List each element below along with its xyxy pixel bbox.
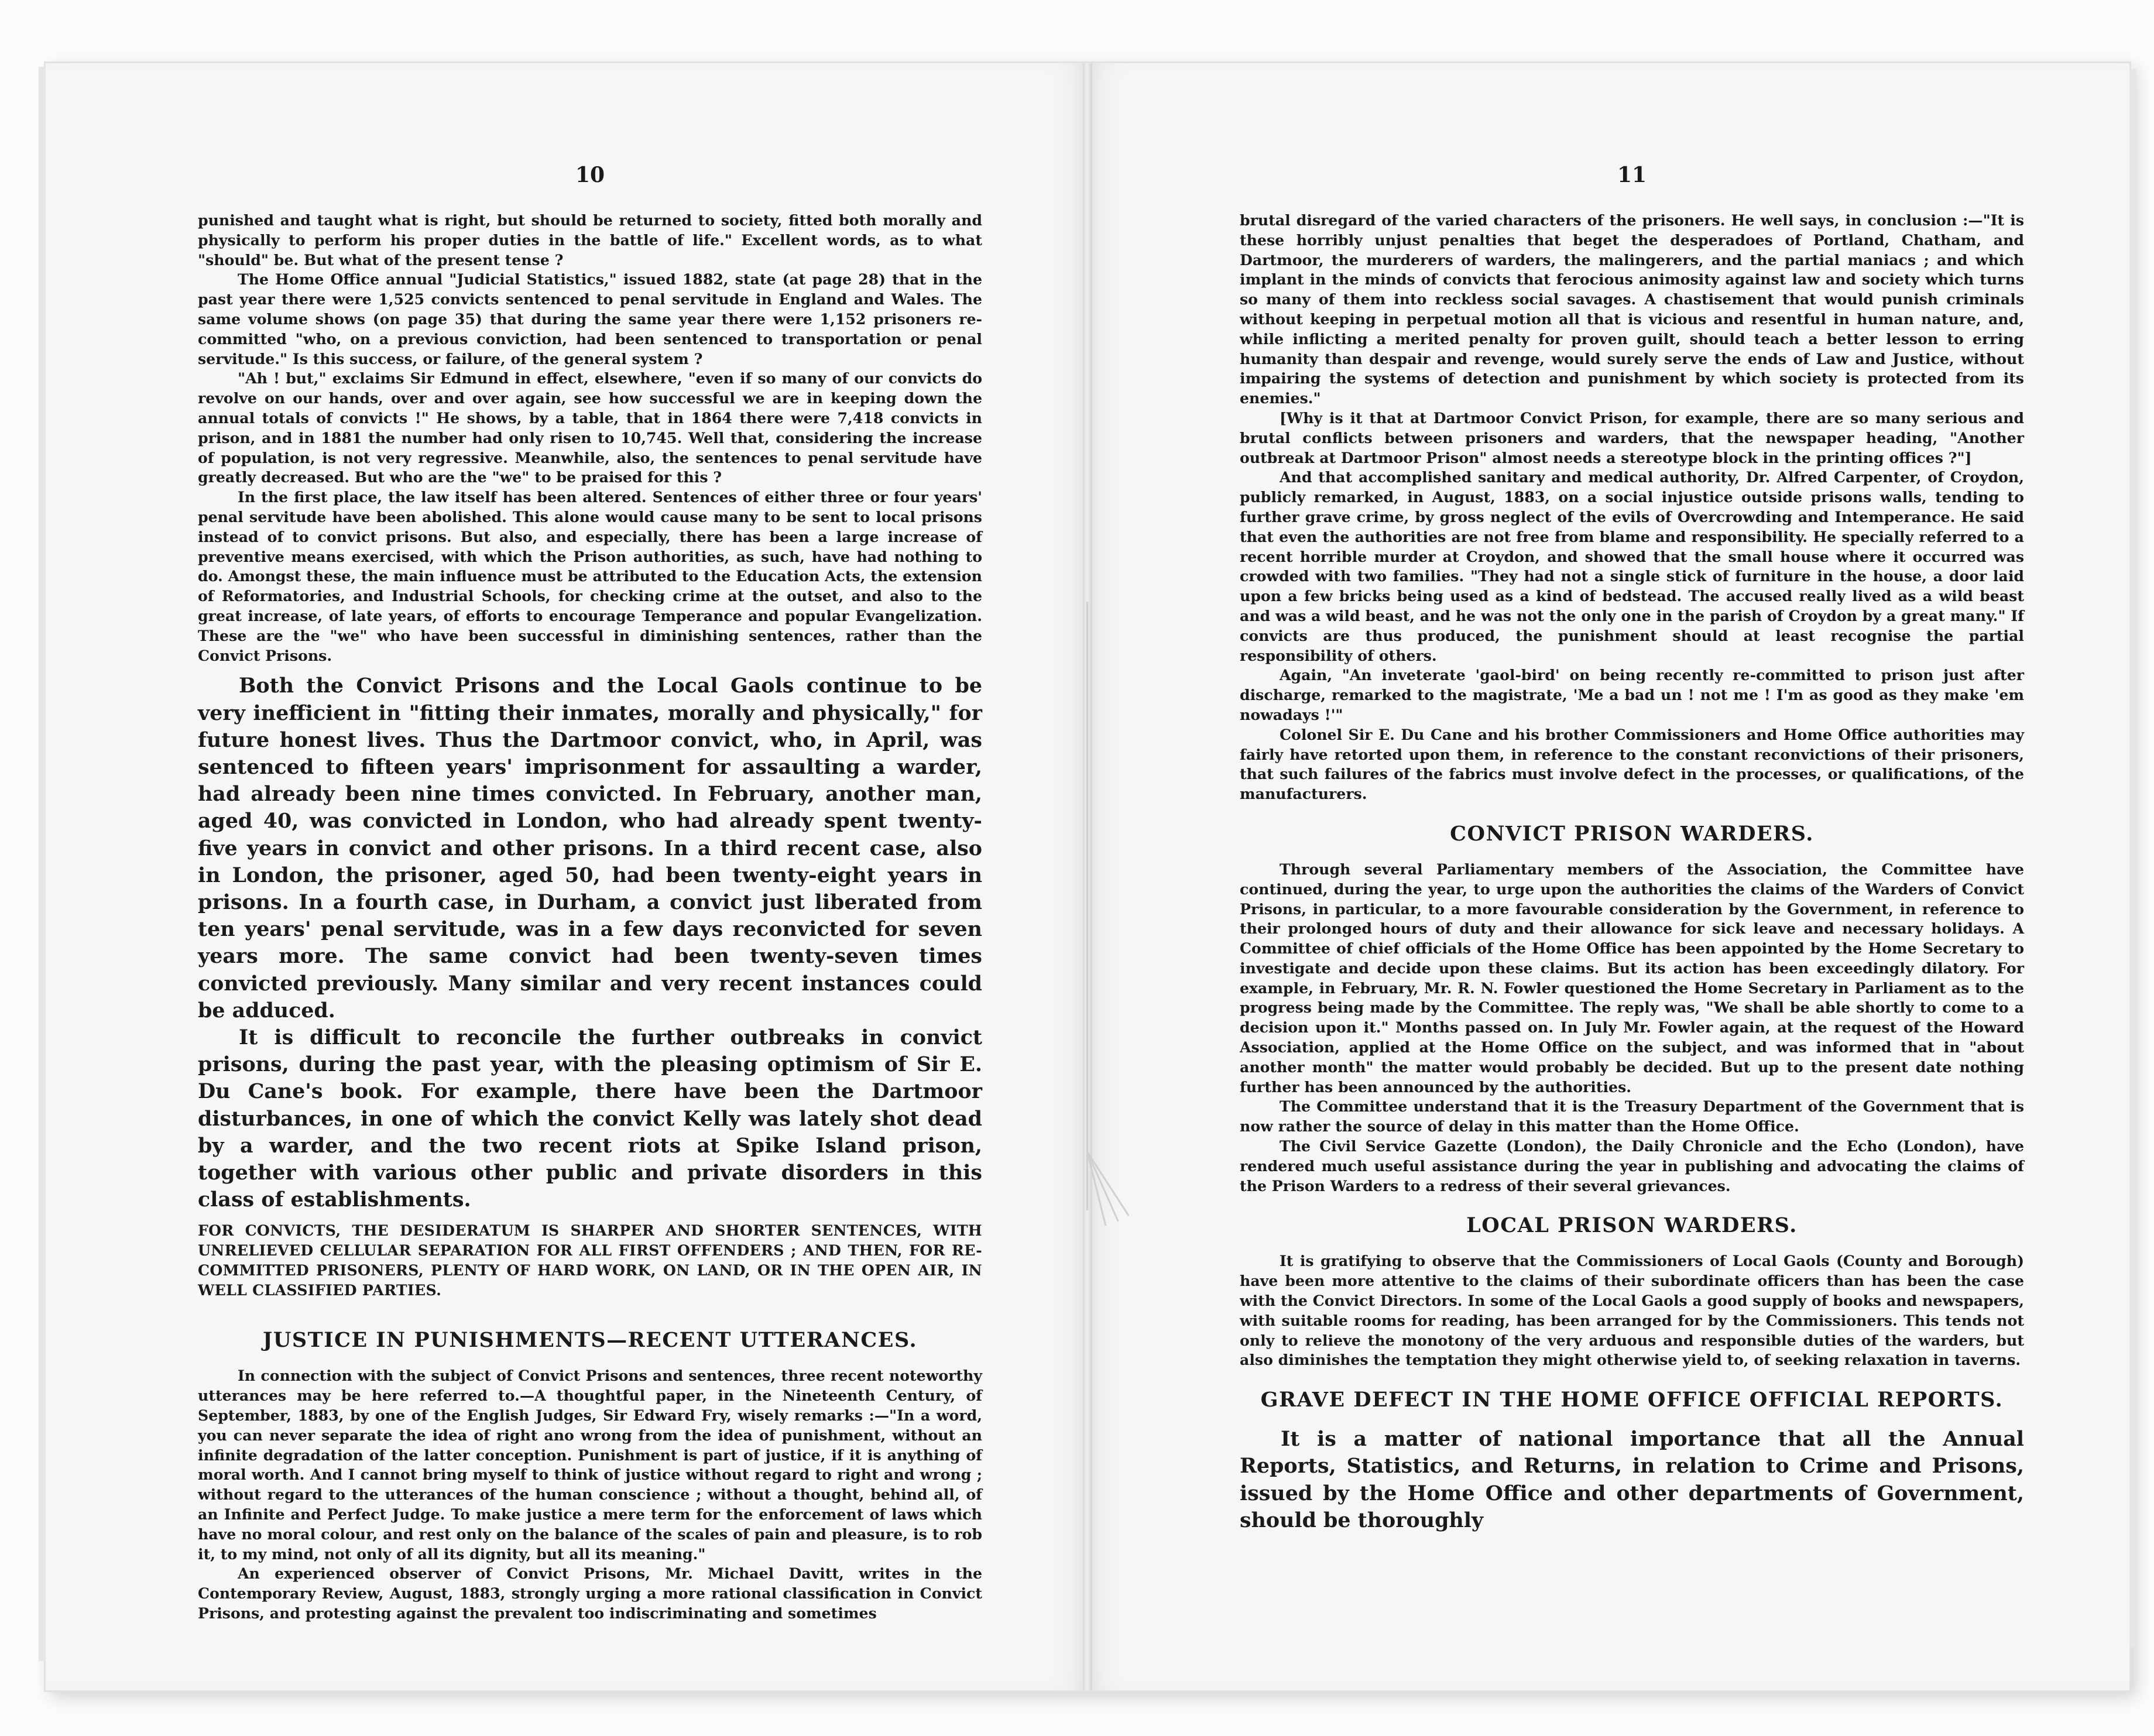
paragraph: brutal disregard of the varied characters of the prisoners. He well says, in conclusion :—"It is these horribly unjust penalties that beget the desperadoes of Portland, Chatham, and Dartmoor, the murderers of warders, the malingerers, and the partial maniacs ; and which implant in the minds of convicts that ferocious animosity against law and society which turns so many of them into reckless social savages. A chastisement that would punish criminals without keeping in perpetual motion all that is vicious and resentful in human nature, and, while inflicting a merited penalty for proven guilt, should teach a better lesson to erring humanity than despair and revenge, would surely serve the ends of Law and Justice, without impairing the systems of detection and punishment by which society is protected from its enemies." — [1240, 211, 2024, 407]
paragraph: In connection with the subject of Convict Prisons and sentences, three recent noteworthy utterances may be here referred to.—A thoughtful paper, in the Nineteenth Century, of September, 1883, by one of the English Judges, Sir Edward Fry, wisely remarks :—"In a word, you can never separate the idea of right ano wrong from the idea of punishment, without an infinite degradation of the latter conception. Punishment is part of justice, if it is anything of moral worth. And I cannot bring myself to think of justice without regard to right and wrong ; without regard to the utterances of the human conscience ; without a thought, behind all, of an Infinite and Perfect Judge. To make justice a mere term for the enforcement of laws which have no moral colour, and rest only on the balance of the scales of pain and pleasure, is to rob it, to my mind, not only of all its dignity, but all its meaning." — [198, 1367, 982, 1563]
paragraph: Through several Parliamentary members of the Association, the Committee have continued, during the year, to urge upon the authorities the claims of the Warders of Convict Prisons, in particular, to a more favourable consideration by the Government, in reference to their prolonged hours of duty and their allowance for sick leave and necessary holidays. A Committee of chief officials of the Home Office has been appointed by the Home Secretary to investigate and decide upon these claims. But its action has been exceedingly dilatory. For example, in February, Mr. R. N. Fowler questioned the Home Secretary in Parliament as to the progress being made by the Committee. The reply was, "We shall be able shortly to come to a decision upon it." Months passed on. In July Mr. Fowler again, at the request of the Howard Association, applied at the Home Office on the subject, and was informed that in "about another month" the matter would probably be decided. But up to the present date nothing further has been announced by the authorities. — [1240, 860, 2024, 1096]
section-heading: GRAVE DEFECT IN THE HOME OFFICE OFFICIAL REPORTS. — [1260, 1388, 2004, 1412]
page-number: 10 — [575, 163, 605, 187]
page-number: 11 — [1617, 163, 1647, 187]
open-book — [46, 63, 2129, 1690]
paragraph: The Civil Service Gazette (London), the Daily Chronicle and the Echo (London), have rendered much useful assistance during the year in publishing and advocating the claims of the Prison Warders to a redress of their several grievances. — [1240, 1137, 2024, 1195]
section-heading: JUSTICE IN PUNISHMENTS—RECENT UTTERANCES. — [262, 1328, 918, 1353]
paragraph: Again, "An inveterate 'gaol-bird' on being recently re-committed to prison just after discharge, remarked to the magistrate, 'Me a bad un ! not me ! I'm as good as they make 'em nowadays !'" — [1240, 666, 2024, 723]
section-heading: CONVICT PRISON WARDERS. — [1450, 821, 1814, 846]
paragraph: punished and taught what is right, but should be returned to society, fitted both morally and physically to perform his proper duties in the battle of life." Excellent words, as to what "should" be. But what of the present tense ? — [198, 211, 982, 269]
paragraph: And that accomplished sanitary and medical authority, Dr. Alfred Carpenter, of Croydon, publicly remarked, in August, 1883, on a social injustice outside prisons walls, tending to further grave crime, by gross neglect of the evils of Overcrowding and Intemperance. He said that even the authorities are not free from blame and responsibility. He specially referred to a recent horrible murder at Croydon, and showed that the small house where it occurred was crowded with two families. "They had not a single stick of furniture in the house, a door laid upon a few bricks being used as a kind of bedstead. The accused really lived as a wild beast and was a wild beast, and he was not the only one in the parish of Croydon by a great many." If convicts are thus produced, the punishment should at least recognise the partial responsibility of others. — [1240, 468, 2024, 664]
paragraph: In the first place, the law itself has been altered. Sentences of either three or four years' penal servitude have been abolished. This alone would cause many to be sent to local prisons instead of to convict prisons. But also, and especially, there has been a large increase of preventive means exercised, with which the Prison authorities, as such, have had nothing to do. Amongst these, the main influence must be attributed to the Education Acts, the extension of Reformatories, and Industrial Schools, for checking crime at the outset, and also to the great increase, of late years, of efforts to encourage Temperance and popular Evangelization. These are the "we" who have been successful in diminishing sentences, rather than the Convict Prisons. — [198, 488, 982, 664]
paragraph: An experienced observer of Convict Prisons, Mr. Michael Davitt, writes in the Contemporary Review, August, 1883, strongly urging a more rational classification in Convict Prisons, and protesting against the prevalent too indiscriminating and sometimes — [198, 1565, 982, 1622]
section-heading: LOCAL PRISON WARDERS. — [1466, 1213, 1798, 1238]
binding-thread — [1086, 602, 1088, 1210]
paragraph-large: Both the Convict Prisons and the Local Gaols continue to be very inefficient in "fitting their inmates, morally and physically," for future honest lives. Thus the Dartmoor convict, who, in April, was sentenced to fifteen years' imprisonment for assaulting a warder, had already been nine times convicted. In February, another man, aged 40, was convicted in London, who had already spent twenty-five years in convict and other prisons. In a third recent case, also in London, the prisoner, aged 50, had been twenty-eight years in prisons. In a fourth case, in Durham, a convict just liberated from ten years' penal servitude, was in a few days reconvicted for seven years more. The same convict had been twenty-seven times convicted previously. Many similar and very recent instances could be adduced. — [198, 674, 982, 1023]
paragraph: Colonel Sir E. Du Cane and his brother Commissioners and Home Office authorities may fairly have retorted upon them, in reference to the constant reconvictions of their prisoners, that such failures of the fabrics must involve defect in the processes, or qualifications, of the manufacturers. — [1240, 725, 2024, 803]
paragraph: "Ah ! but," exclaims Sir Edmund in effect, elsewhere, "even if so many of our convicts do revolve on our hands, over and over again, see how successful we are in keeping down the annual totals of convicts !" He shows, by a table, that in 1864 there were 7,418 convicts in prison, and in 1881 the number had only risen to 10,745. Well that, considering the increase of population, is not very regressive. Meanwhile, also, the sentences to penal servitude have greatly decreased. But who are the "we" to be praised for this ? — [198, 369, 982, 486]
left-page-text — [198, 163, 982, 1624]
paragraph: It is gratifying to observe that the Commissioners of Local Gaols (County and Borough) have been more attentive to the claims of their subordinate officers than has been the case with the Convict Directors. In some of the Local Gaols a good supply of books and newspapers, with suitable rooms for reading, has been arranged for by the Commissioners. This tends not only to relieve the monotony of the very arduous and responsible duties of the warders, but also diminishes the temptation they might otherwise yield to, of seeking relaxation in taverns. — [1240, 1252, 2024, 1369]
paragraph: The Committee understand that it is the Treasury Department of the Government that is now rather the source of delay in this matter than the Home Office. — [1240, 1097, 2024, 1135]
paragraph-large: It is a matter of national importance that all the Annual Reports, Statistics, and Returns, in relation to Crime and Prisons, issued by the Home Office and other departments of Government, should be thoroughly — [1240, 1427, 2024, 1532]
paragraph: The Home Office annual "Judicial Statistics," issued 1882, state (at page 28) that in the past year there were 1,525 convicts sentenced to penal servitude in England and Wales. The same volume shows (on page 35) that during the same year there were 1,152 prisoners re-committed "who, on a previous conviction, had been sentenced to transportation or penal servitude." Is this success, or failure, of the general system ? — [198, 270, 982, 368]
right-page-text — [1240, 163, 2024, 1534]
paragraph-large: It is difficult to reconcile the further outbreaks in convict prisons, during the past year, with the pleasing optimism of Sir E. Du Cane's book. For example, there have been the Dartmoor disturbances, in one of which the convict Kelly was lately shot dead by a warder, and the two recent riots at Spike Island prison, together with various other public and private disorders in this class of establishments. — [198, 1025, 982, 1212]
emphasis-paragraph: FOR CONVICTS, THE DESIDERATUM IS SHARPER AND SHORTER SENTENCES, WITH UNRELIEVED CELLULAR SEPARATION FOR ALL FIRST OFFENDERS ; AND THEN, FOR RE-COMMITTED PRISONERS, PLENTY OF HARD WORK, ON LAND, OR IN THE OPEN AIR, IN WELL CLASSIFIED PARTIES. — [198, 1222, 982, 1299]
paragraph: [Why is it that at Dartmoor Convict Prison, for example, there are so many serious and brutal conflicts between prisoners and warders, that the newspaper heading, "Another outbreak at Dartmoor Prison" almost needs a stereotype block in the printing offices ?"] — [1240, 409, 2024, 466]
